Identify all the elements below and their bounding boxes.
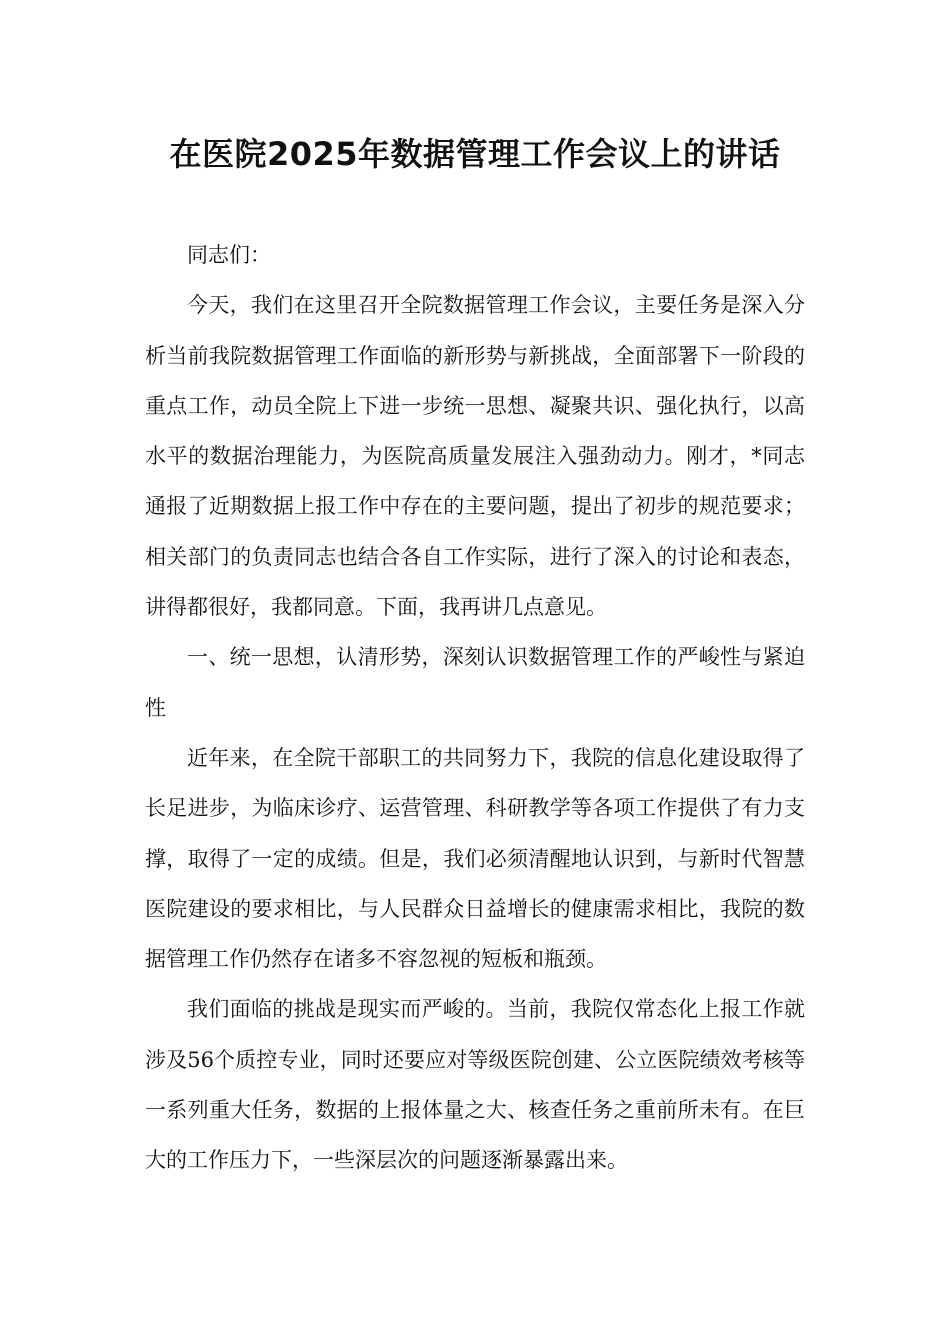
salutation: 同志们： [187, 243, 271, 267]
section-heading-1: 一、统一思想，认清形势，深刻认识数据管理工作的严峻性与紧迫性 [145, 645, 805, 720]
document-body [145, 230, 805, 1186]
paragraph-progress: 近年来，在全院干部职工的共同努力下，我院的信息化建设取得了长足进步，为临床诊疗、运营管理、科研教学等各项工作提供了有力支撑，取得了一定的成绩。但是，我们必须清醒地认识到，与新时代智慧医院建设的要求相比，与人民群众日益增长的健康需求相比，我院的数据管理工作仍然存在诸多不容忽视的短板和瓶颈。 [145, 745, 805, 972]
document-title: 在医院2025年数据管理工作会议上的讲话 [169, 135, 781, 173]
paragraph-opening: 今天，我们在这里召开全院数据管理工作会议，主要任务是深入分析当前我院数据管理工作面临的新形势与新挑战，全面部署下一阶段的重点工作，动员全院上下进一步统一思想、凝聚共识、强化执行，以高水平的数据治理能力，为医院高质量发展注入强劲动力。刚才，*同志通报了近期数据上报工作中存在的主要问题，提出了初步的规范要求；相关部门的负责同志也结合各自工作实际，进行了深入的讨论和表态，讲得都很好，我都同意。下面，我再讲几点意见。 [145, 293, 805, 620]
paragraph-challenges: 我们面临的挑战是现实而严峻的。当前，我院仅常态化上报工作就涉及56个质控专业，同时还要应对等级医院创建、公立医院绩效考核等一系列重大任务，数据的上报体量之大、核查任务之重前所未有。在巨大的工作压力下，一些深层次的问题逐渐暴露出来。 [145, 997, 805, 1173]
